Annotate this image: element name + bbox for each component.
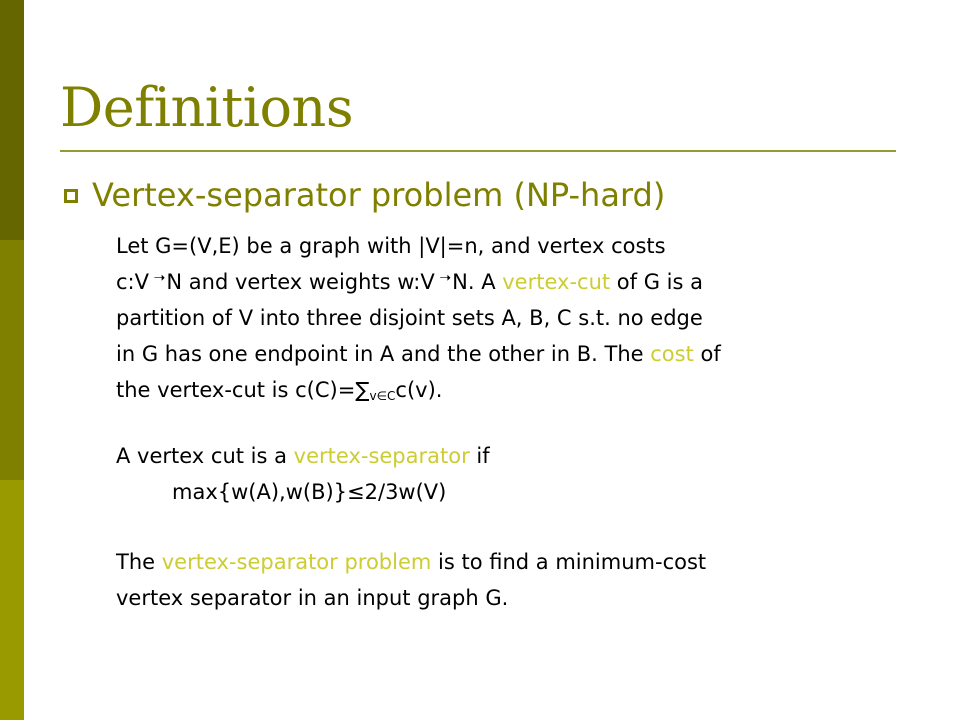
term-cost: cost xyxy=(650,342,694,366)
slide-title: Definitions xyxy=(60,76,354,139)
subscript: v∈C xyxy=(369,389,396,403)
text-run: N and vertex weights w:V xyxy=(166,270,442,294)
right-arrow-icon: ➝ xyxy=(153,270,166,286)
bullet-heading: Vertex-separator problem (NP-hard) xyxy=(92,176,666,214)
problem-line-2: vertex separator in an input graph G. xyxy=(116,586,509,610)
text-run: of G is a xyxy=(610,270,703,294)
text-run: in G has one endpoint in A and the other in B. The xyxy=(116,342,651,366)
term-vertex-cut: vertex-cut xyxy=(502,270,611,294)
term-vertex-separator: vertex-separator xyxy=(293,444,470,468)
text-run: if xyxy=(469,444,490,468)
side-band-top xyxy=(0,0,24,240)
text-run: N. A xyxy=(452,270,503,294)
text-run: c:V xyxy=(116,270,156,294)
title-divider xyxy=(60,150,896,152)
text-run: partition of V into three disjoint sets A, B, C s.t. no edge xyxy=(116,306,703,330)
definition-line-4 xyxy=(116,342,721,366)
definition-line-5 xyxy=(116,378,442,403)
separator-condition: max{w(A),w(B)}≤2/3w(V) xyxy=(172,480,447,504)
separator-line-1 xyxy=(116,444,490,468)
side-band-middle xyxy=(0,240,24,480)
right-arrow-icon: ➝ xyxy=(439,270,452,286)
text-run: The xyxy=(116,550,162,574)
text-run: is to find a minimum-cost xyxy=(431,550,707,574)
side-band-bottom xyxy=(0,480,24,720)
definition-line-1 xyxy=(116,234,666,258)
definition-line-2 xyxy=(116,270,703,294)
text-run: the vertex-cut is c(C)=∑ xyxy=(116,378,370,402)
text-run: Let G=(V,E) be a graph with |V|=n, and vertex costs xyxy=(116,234,666,258)
square-bullet-icon xyxy=(64,189,78,203)
text-run: of xyxy=(693,342,721,366)
problem-line-1 xyxy=(116,550,706,574)
text-run: A vertex cut is a xyxy=(116,444,294,468)
definition-line-3 xyxy=(116,306,703,330)
term-vertex-separator-problem: vertex-separator problem xyxy=(161,550,432,574)
text-run: c(v). xyxy=(395,378,443,402)
